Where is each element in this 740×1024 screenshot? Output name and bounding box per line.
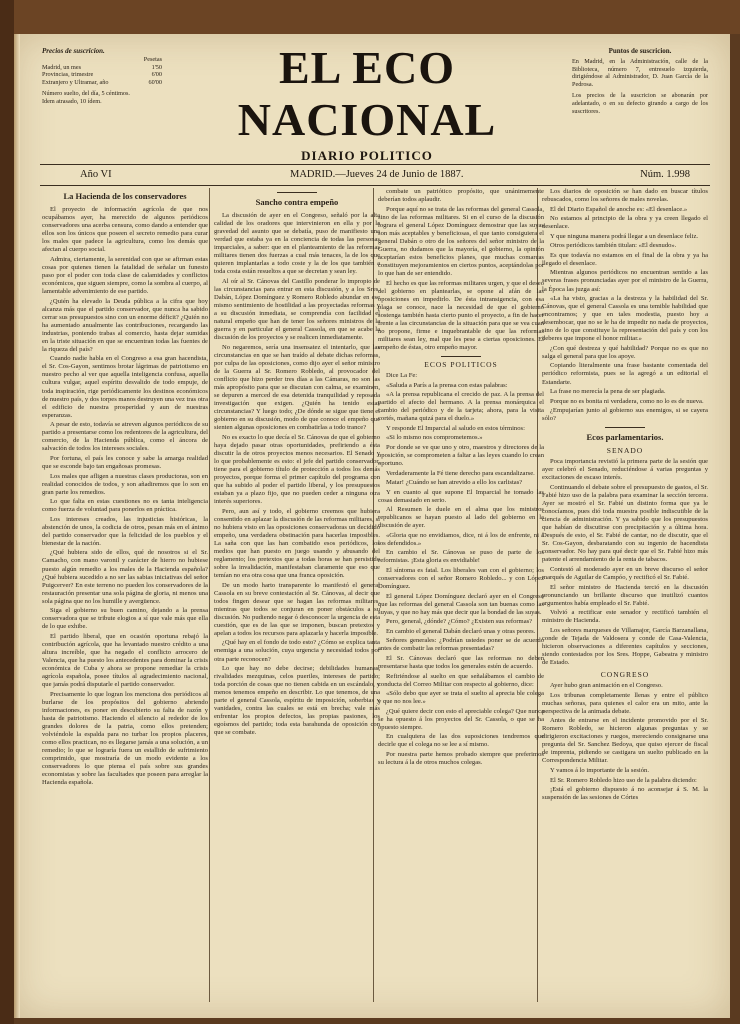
paragraph: Porque no es bonita ni verdadera, como no lo es de nueva.	[550, 397, 704, 405]
paragraph: combate un patriótico propósito, que unánimemente deberían todos aplaudir.	[378, 188, 544, 204]
paragraph: Por donde se ve que uno y otro, maestros y directores de la oposición, se comprometen a faltar a las leyes cuando lo crean oportuno.	[378, 443, 544, 467]
paragraph: Ayer hubo gran animación en el Congreso.	[550, 682, 663, 690]
paragraph: Admira, ciertamente, la serenidad con que se afirman estas cosas por quienes tienen la fatalidad de señalar un funesto paso por el poder con toda clase de calamidades y conflictos económicos, que siguen siempre, como la sombra al cuerpo, al lamentable advenimiento de ese partido.	[42, 255, 208, 295]
paragraph: Y responde El Imparcial al saludo en estos términos:	[386, 424, 525, 432]
subscription-points-text: En Madrid, en la Administración, calle de la Biblioteca, número 7, entresuelo izquierda, dirigiéndose al Administrador, D. Juan García de la Pedrosa.	[572, 57, 708, 89]
paragraph: Los señores marqueses de Villamajor, García Barzanallana, conde de Tejada de Valdosera y conde de Casa-Valencia, hicieron observaciones a diferentes capítulos y secciones, siendo contestados por los Sres. Hoppe, Gabeatra y ministro de Estado.	[542, 626, 708, 666]
paragraph: Por fortuna, el país les conoce y sabe la amarga realidad que se esconde bajo tan engañosas promesas.	[42, 454, 208, 470]
paragraph: De un modo harto transparente lo manifestó el general Cassola en su breve contestación al Sr. Cánovas, al decir que todos fingen desear que se hagan las reformas militares, mientras que todos se conjuran en poner obstáculos a su discusión. No pudiendo negar ó desconocer la urgencia de esta cuestión, que es de las que se imponen, buscan pretextos y apelan a todos los recursos para aplazarla y hacerla imposible.	[214, 581, 380, 637]
paragraph: Al Resumen le duele en el alma que los ministros republicanos se hayan puesto al lado del gobierno en la discusión de ayer.	[378, 506, 544, 530]
paragraph: Volvió a rectificar este senador y rectificó también el ministro de Hacienda.	[542, 609, 708, 625]
paragraph: ¿Qué hay en el fondo de todo esto? ¿Cómo se explica tanta enemiga a una solución, cuya urgencia y necesidad todos por otra parte reconocen?	[214, 639, 380, 663]
paragraph: «La ha visto, gracias a la destreza y la habilidad del Sr. Cánovas, que el general Cassola es una temible habilidad que encontramos; y que en tales modestia, puesto hoy a desembocar, que no se le ha de impedir no nada de proyectos, sino de lo que constituye la representación del país y con los deberes que impone el honor militar.»	[542, 295, 708, 343]
column-2	[214, 188, 380, 1004]
column-3	[378, 188, 544, 1004]
volume-year: Año VI	[80, 169, 112, 180]
newspaper-title: EL ECO NACIONAL	[237, 42, 497, 145]
paragraph: El Sr. Cánovas declaró que las reformas no deben presentarse hasta que todos los generales estén de acuerdo.	[378, 654, 544, 671]
paragraph: Es que todavía no estamos en el final de la obra y ya ha llegado el desenlace.	[542, 251, 708, 267]
paragraph: En cualquiera de las dos suposiciones tendremos que decirle que el colega no se lee a sí mismo.	[378, 733, 544, 749]
issue-date: MADRID.—Jueves 24 de Junio de 1887.	[290, 169, 464, 180]
newspaper-subtitle: DIARIO POLITICO	[301, 148, 433, 163]
paragraph: Los diarios de oposición se han dado en buscar títulos rebuscados, como los señores de males novelas.	[542, 188, 708, 204]
paragraph: El proyecto de información agrícola de que nos ocupábamos ayer, ha merecido de algunos periódicos conservadores una acerba censura, como dando a entender que ellos son los únicos que poseen el secreto remedio para curar los males que padece la agricultura, como los demás que afectan al cuerpo social.	[42, 206, 208, 254]
paragraph: ¿Quién ha elevado la Deuda pública a la cifra que hoy alcanza más que el partido conservador, que nunca ha sabido cerrar sus presupuestos sino con un enorme déficit? ¿Quién no ha aumentado anualmente las contribuciones, recargando las industrias, poniendo trabas al comercio, hasta dejar sumidas en la triste situación en que se encuentran todas las fuentes de la riqueza del país?	[42, 297, 208, 353]
paragraph: No negaremos, sería una insensatez el intentarlo, que las circunstancias en que se han traído al debate dichas reformas, por culpa de las oposiciones, como dijo ayer el señor ministro de la Guerra al Sr. Romero Robledo, al provocador del conflicto que hizo perder tres días a las Cámaras, no son las más apropósito para que se discutan con calma, se examinen, se depuren a merced de esa detenida tranquilidad y reposada investigación que exigen. ¿Quién ha tenido estas circunstancias? Y luego todo; ¿De dónde se sigue que tiene el gobierno en su discusión, modo de que conoce el empeño que sienten algunas oposiciones en combatirlas a todo trance?	[214, 343, 380, 432]
prices-column-label: Pesetas	[143, 55, 162, 63]
column-4	[542, 188, 708, 1004]
paragraph: Otros periódicos también titulan: «El desnudo».	[550, 242, 677, 250]
back-issue-price: Idem atrasado, 10 ídem.	[42, 97, 102, 105]
column-divider	[209, 188, 210, 1002]
paragraph: ¿Con qué destreza y qué habilidad? Porque no es que no salga el general para que los apoye.	[542, 344, 708, 360]
paragraph: El síntoma es fatal. Los liberales van con el gobierno; los conservadores con el señor Romero Robledo... y con López Domínguez.	[378, 567, 544, 591]
article-heading: Sancho contra empeño	[255, 197, 339, 207]
scan-border-left	[0, 0, 14, 1024]
paragraph: Matar! ¿Cuándo se han atrevido a ello los carlistas?	[386, 479, 523, 487]
paragraph: Verdaderamente la Fé tiene derecho para escandalizarse.	[386, 469, 535, 477]
paragraph: Y que ninguna manera podrá llegar a un desenlace feliz.	[550, 232, 699, 240]
paragraph: ¡Está el gobierno dispuesto á no aconsejar á S. M. la suspensión de las sesiones de Córtes	[542, 786, 708, 802]
section-rule	[605, 427, 645, 428]
paragraph: No estamos al principio de la obra y ya creen llegado el desenlace.	[542, 215, 708, 231]
paragraph: Pero, general, ¿dónde? ¿Cómo? ¿Existen sus reformas?	[386, 618, 533, 626]
paragraph: Por nuestra parte hemos probado siempre que preferimos su lectura á la de otros muchos colegas.	[378, 751, 544, 767]
paragraph: ¿Qué hubiera sido de ellos, qué de nosotros si el Sr. Camacho, con mano varonil y carácter de hierro no hubiese puesto algún remedio a los males de la Hacienda española? ¿Qué hubiera sucedido a no ser las sabias iniciativas del señor Puigcerver? En este terreno no pueden los conservadores de la restauración presentar una sola página de gloria, ni menos una sola página que no los humille y avergüence.	[42, 549, 208, 605]
subscription-points-title: Puntos de suscricion.	[608, 47, 672, 55]
paragraph: Copiando literalmente una frase bastante comentada del periódico reformista, pues se la agregó a un editorial el Estandarte.	[542, 362, 708, 386]
paragraph: El del Diario Español de anoche es: «El desenlace.»	[550, 205, 688, 213]
paragraph: Precisamente lo que logran los menciona dos periódicos al burlarse de los propósitos del gobierno abriendo informaciones, es poner en descubierto su falta de razón y hasta de patriotismo. Haciendo el silencio al rededor de los grandes dolores de la patria, como ellos pretenden; volviéndole la espalda para no turbar los propios placeres, como ellos practican, no es llegarse jamás a una solución, a un remedio; lo que se lograría fuera un estallido de sufrimiento comprimido, que mostraría de un modo evidente a los conservadores lo que piensa el país sobre sus grandes economistas y sobre las facultades que poseen para arreglar la Hacienda española.	[42, 690, 208, 787]
paragraph: A pesar de esto, todavía se atreven algunos periódicos de su partido a presentarse como los redentores de la agricultura, del comercio, de la Hacienda pública, como el áncora de salvación de todos los intereses sociales.	[42, 421, 208, 453]
paragraph: Poca importancia revistió la primera parte de la sesión que ayer celebró el Senado, reduciéndose á varias preguntas y excitaciones de escaso interés.	[542, 458, 708, 482]
price-row: Extranjero y Ultramar, año 60'00	[42, 79, 162, 87]
paragraph: Y vamos á lo importante de la sesión.	[550, 767, 650, 774]
paragraph: El Sr. Romero Robledo hizo uso de la palabra diciendo:	[550, 776, 697, 784]
paragraph: Pero, aun así y todo, el gobierno creemos que hubiera consentido en aplazar la discusión de las reformas militares, si no hubiera visto en las oposiciones conservadoras un decidido empeño, una verdadera obstinación para hacerlas imposibles. La saña con que las han combatido esos periódicos, los medios que han puesto en juego usando y abusando del reglamento; los pretextos que a todas horas se han persistido sobre la invalidación, manifestaban claramente que eso que temían no era otra cosa que una franca oposición.	[214, 507, 380, 580]
paragraph: El partido liberal, que en ocasión oportuna rebajó la contribución agrícola, que ha levantado nuestro crédito a una altura increíble, que ha negado el conflicto arrocero de Valencia, que ha puesto los antecedentes para dominar la crisis económica de Cuba y ahora se propone remediar la crisis agrícola española, posee títulos al agradecimiento nacional, que jamás podrá disputarle el partido conservador.	[42, 632, 208, 689]
subscription-points	[572, 48, 708, 115]
paragraph: Señores generales: ¿Podrían ustedes poner se de acuerdo antes de combatir las reformas presentadas?	[378, 637, 544, 653]
paragraph: Los intereses creados, las injusticias históricas, la abstención de unos, la codicia de otros, pesan más en el ánimo del partido conservador que la felicidad de los pueblos y el bienestar de la nación.	[42, 515, 208, 547]
paragraph: ¿Qué quiere decir con esto el apreciable colega? Que nunca se ha opuesto á los proyectos del Sr. Cassola, o que se ha opuesto siempre.	[378, 707, 544, 731]
section-heading: Ecos parlamentarios.	[586, 432, 664, 443]
subscription-prices-title: Precios de suscricion.	[42, 47, 105, 55]
paragraph: Los males que afligen a nuestras clases productoras, son en realidad conocidos de todos, y son añadiremos que lo son en gran parte los remedios.	[42, 472, 208, 496]
issue-number: Núm. 1.998	[640, 169, 690, 180]
paragraph: Y en cuanto al que supone El Imparcial he tomado las cosas demasiado en serio.	[378, 488, 544, 504]
subsection-heading: CONGRESO	[600, 669, 650, 679]
paragraph: El hecho es que las reformas militares urgen, y que el deseo del gobierno en plantearlas, se opone al afán de las oposiciones en impedirlo. De ésta intransigencia, con esa plaga se conoce, nace la necesidad de que el gobierno sostenga también hasta cierto punto el proyecto, a fin de hacer frente a las circunstancias de la situación para que se vea cuan no propone, firme e inquebrantable de que las reformas militares sean ley, mal que les pese a ciertas oposiciones. El empeño de éstas, otro empeño mayor.	[378, 279, 544, 351]
paragraph: Cuando nadie habla en el Congreso a esa gran hacendista, el Sr. Cos-Gayon, sentimos brotar lágrimas de patriotismo en nuestro pecho al ver que aquella inteligencia confusa, aquella cultura vulgar, aquel espíritu desvalido de todo empuje, de toda inspiración, rige periódicamente los destinos económicos de nuestro país, y dos torpes manos destruyen una vez tras otra el edificio de nuestra prosperidad y aun de nuestras esperanzas.	[42, 355, 208, 419]
paragraph: Lo que hay no debe decirse; debilidades humanas, rivalidades mezquinas, celos pueriles, intereses de partido; toda porción de cosas que no tienen cabida en un escándalo, y menos tenemos empeño en describir. Lo que tenemos, de una parte el general Cassola, espíritu de imposición, soberbias y vanidades, contra las cuales se está en brecha; vale más enfrentar los propios defectos, las propias pasiones, los egoísmos del partido; toda esta barahunda de oposición con que se combate.	[214, 665, 380, 737]
masthead	[162, 42, 572, 164]
paragraph: En cambio el Sr. Cánovas se puso de parte de los reformistas. ¡Esta gloria es envidiable!	[378, 549, 544, 565]
scan-border-top	[0, 0, 740, 34]
paragraph: ¿Empujarían junto al gobierno sus enemigos, si se cayera sólo?	[542, 407, 708, 423]
paragraph: Siga el gobierno su buen camino, dejando a la prensa conservadora que se tribute elogios a sí que vale más que ella de lo que exhibe.	[42, 607, 208, 631]
single-copy-price: Número suelto, del día, 5 céntimos.	[42, 89, 130, 97]
dateline-bar	[40, 164, 710, 186]
paragraph: Antes de entrarse en el incidente promovido por el Sr. Romero Robledo, se hicieron algunas preguntas y se dirigieron excitaciones y ruegos, mereciendo consignarse una pregunta del Sr. Sanchez Bedoya, que quiso ejercer de fiscal de imprenta, pidiendo se castigara un suelto publicado en la Correspondencia Militar.	[542, 717, 708, 765]
paragraph: No es exacto lo que decía el Sr. Cánovas de que el gobierno haya dejado pasar otras oportunidades, prefiriendo a ésta discutir la de otros proyectos menos necesarios. El Senado y lo que probablemente es esto: el jefe del partido conservador, tiene para el gobierno título de protección a todos los demás proyectos, porque forma el primer capítulo del programa con que ha subido al poder el partido liberal, y los presupuestos estaban ya a plazo fijo, que no pueden ceder a ninguna otra interés superiores.	[214, 433, 380, 506]
paragraph: Dice La Fe:	[386, 371, 418, 379]
subscription-prices	[42, 48, 162, 106]
price-row: Provincias, trimestre 6'00	[42, 71, 162, 79]
paragraph: Lo que falta en estas cuestiones no es tanta inteligencia como fuerza de voluntad para ponerlos en práctica.	[42, 498, 208, 514]
section-rule	[277, 192, 317, 193]
paragraph: «A la prensa republicana el crecido de paz. A la prensa del partido el afecto del hermano. A la prensa monárquica el cambio del periódico y de la tarjeta; ahora, para la visita cortés, mañana quizá para el duelo.»	[378, 391, 544, 423]
paragraph: Contestó al moderado ayer en un breve discurso el señor marqués de Aguilar de Campóo, y rectificó el Sr. Fabié.	[542, 565, 708, 581]
section-heading: ECOS POLITICOS	[424, 359, 498, 369]
paragraph: «Si lo mismo nos comprometemos.»	[386, 434, 483, 442]
section-rule	[441, 356, 481, 357]
paragraph: «Saluda a París a la prensa con estas palabras:	[386, 381, 508, 389]
article-heading: La Hacienda de los conservadores	[63, 191, 187, 201]
paragraph: «Gloria que no envidiamos, dice, ni á los de enfrente, ni á los defendidos.»	[378, 531, 544, 547]
paragraph: El general López Domínguez declaró ayer en el Congreso que las reformas del general Cassola son tan buenas como las suyas, y que no hay más que decir que la bondad de las suyas.	[378, 592, 544, 616]
paragraph: Los tribunas completamente llenas y entre el público muchas señoras, para quienes el calor era un mito, ante la perspectiva de la animada debate.	[542, 691, 708, 715]
paragraph: Mientras algunos periódicos no encuentran sentido a las severas frases pronunciadas ayer por el ministro de la Guerra, la Época las juzga así:	[542, 269, 708, 293]
paragraph: «Sólo debo que ayer se trata el suelto al aprecia ble colega y que no nos lee.»	[378, 690, 544, 706]
column-1	[42, 188, 208, 1004]
paragraph: El señor ministro de Hacienda terció en la discusión pronunciando un brillante discurso que inutilizó cuantos argumentos había empleado el Sr. Fabié.	[542, 583, 708, 607]
paragraph: Porque aquí no se trata de las reformas del general Cassola, sino de las reformas militares. Si en el curso de la discusión lograra el general López Domínguez demostrar que las suyas son más aceptables y beneficiosas, el que tanto consiguiera el general Dabán o otro de los señores del señor ministro de la Guerra, no dudamos que la mayoría, el gobierno, la opinión aceptarían estos beneficios planes, que muchas comarcas constituyen mejoramientos en ciertos puntos, aceptándolas por lo que han de ser entendido.	[378, 205, 544, 277]
paragraph: La discusión de ayer en el Congreso, señaló por la alta calidad de los oradores que intervinieron en ella y por la gravedad del asunto que se debatía, puso de manifiesto una verdad que estaba ya en la conciencia de todas las personas imparciales, a saber: que en el planteamiento de las reformas militares tienen dos fuerzas a cual más tenaces, la de los que quieren implantarlas a todo coste y la de los que también a toda costa están resueltos a que se decretan y sean ley.	[214, 212, 380, 276]
price-row: Madrid, un mes 1'50	[42, 63, 162, 71]
paragraph: Continuando el debate sobre el presupuesto de gastos, el Sr. Fabié hizo uso de la palabra para examinar la sección tercera. Ayer se mostró el Sr. Fabié un distinto forma que ya le conocíamos, pues dió toda muestra posible indiscutible de la ciencia de administración. Y ya sabido que los presupuestos que habían de discutirse con precipitación y a última hora. Después de esto, el Sr. Fabié de cantar, no de discutir, que el Sr. Cos-Gayon, desbaratando con su ingenio de hacendista conservador. No hay para qué decir que el Sr. Fabié hizo más patente el arrendamiento de la renta de tabacos.	[542, 483, 708, 564]
paragraph: Refiriéndose al suelto en que señalábamos el cambio de conducta del Correo Militar con respecto al gobierno, dice:	[378, 672, 544, 688]
page-binding-shadow	[14, 34, 20, 1018]
subsection-heading: SENADO	[606, 446, 644, 456]
paragraph: En cambio el general Dabán declaró unas y otras peores.	[386, 627, 536, 635]
paragraph: Al oír al Sr. Cánovas del Castillo ponderar lo impropio de las circunstancias para entrar en esta discusión, y a los Sres. Dabán, López Domínguez y Romero Robledo abundar en ese mismo sentimiento de hostilidad a las proyectadas reformas y a su discusión inmediata, se comprendía con facilidad el natural empeño que han de tener los señores ministros de la guerra y en particular el general Cassola, en que se acabe la discusión de los proyectos y se realicen inmediatamente.	[214, 277, 380, 342]
paragraph: La frase no merecía la pena de ser plagiada.	[550, 388, 666, 396]
subscription-payment-text: Los precios de la suscricion se abonarán por adelantado, o en su defecto girando a cargo de los suscritores.	[572, 91, 708, 115]
